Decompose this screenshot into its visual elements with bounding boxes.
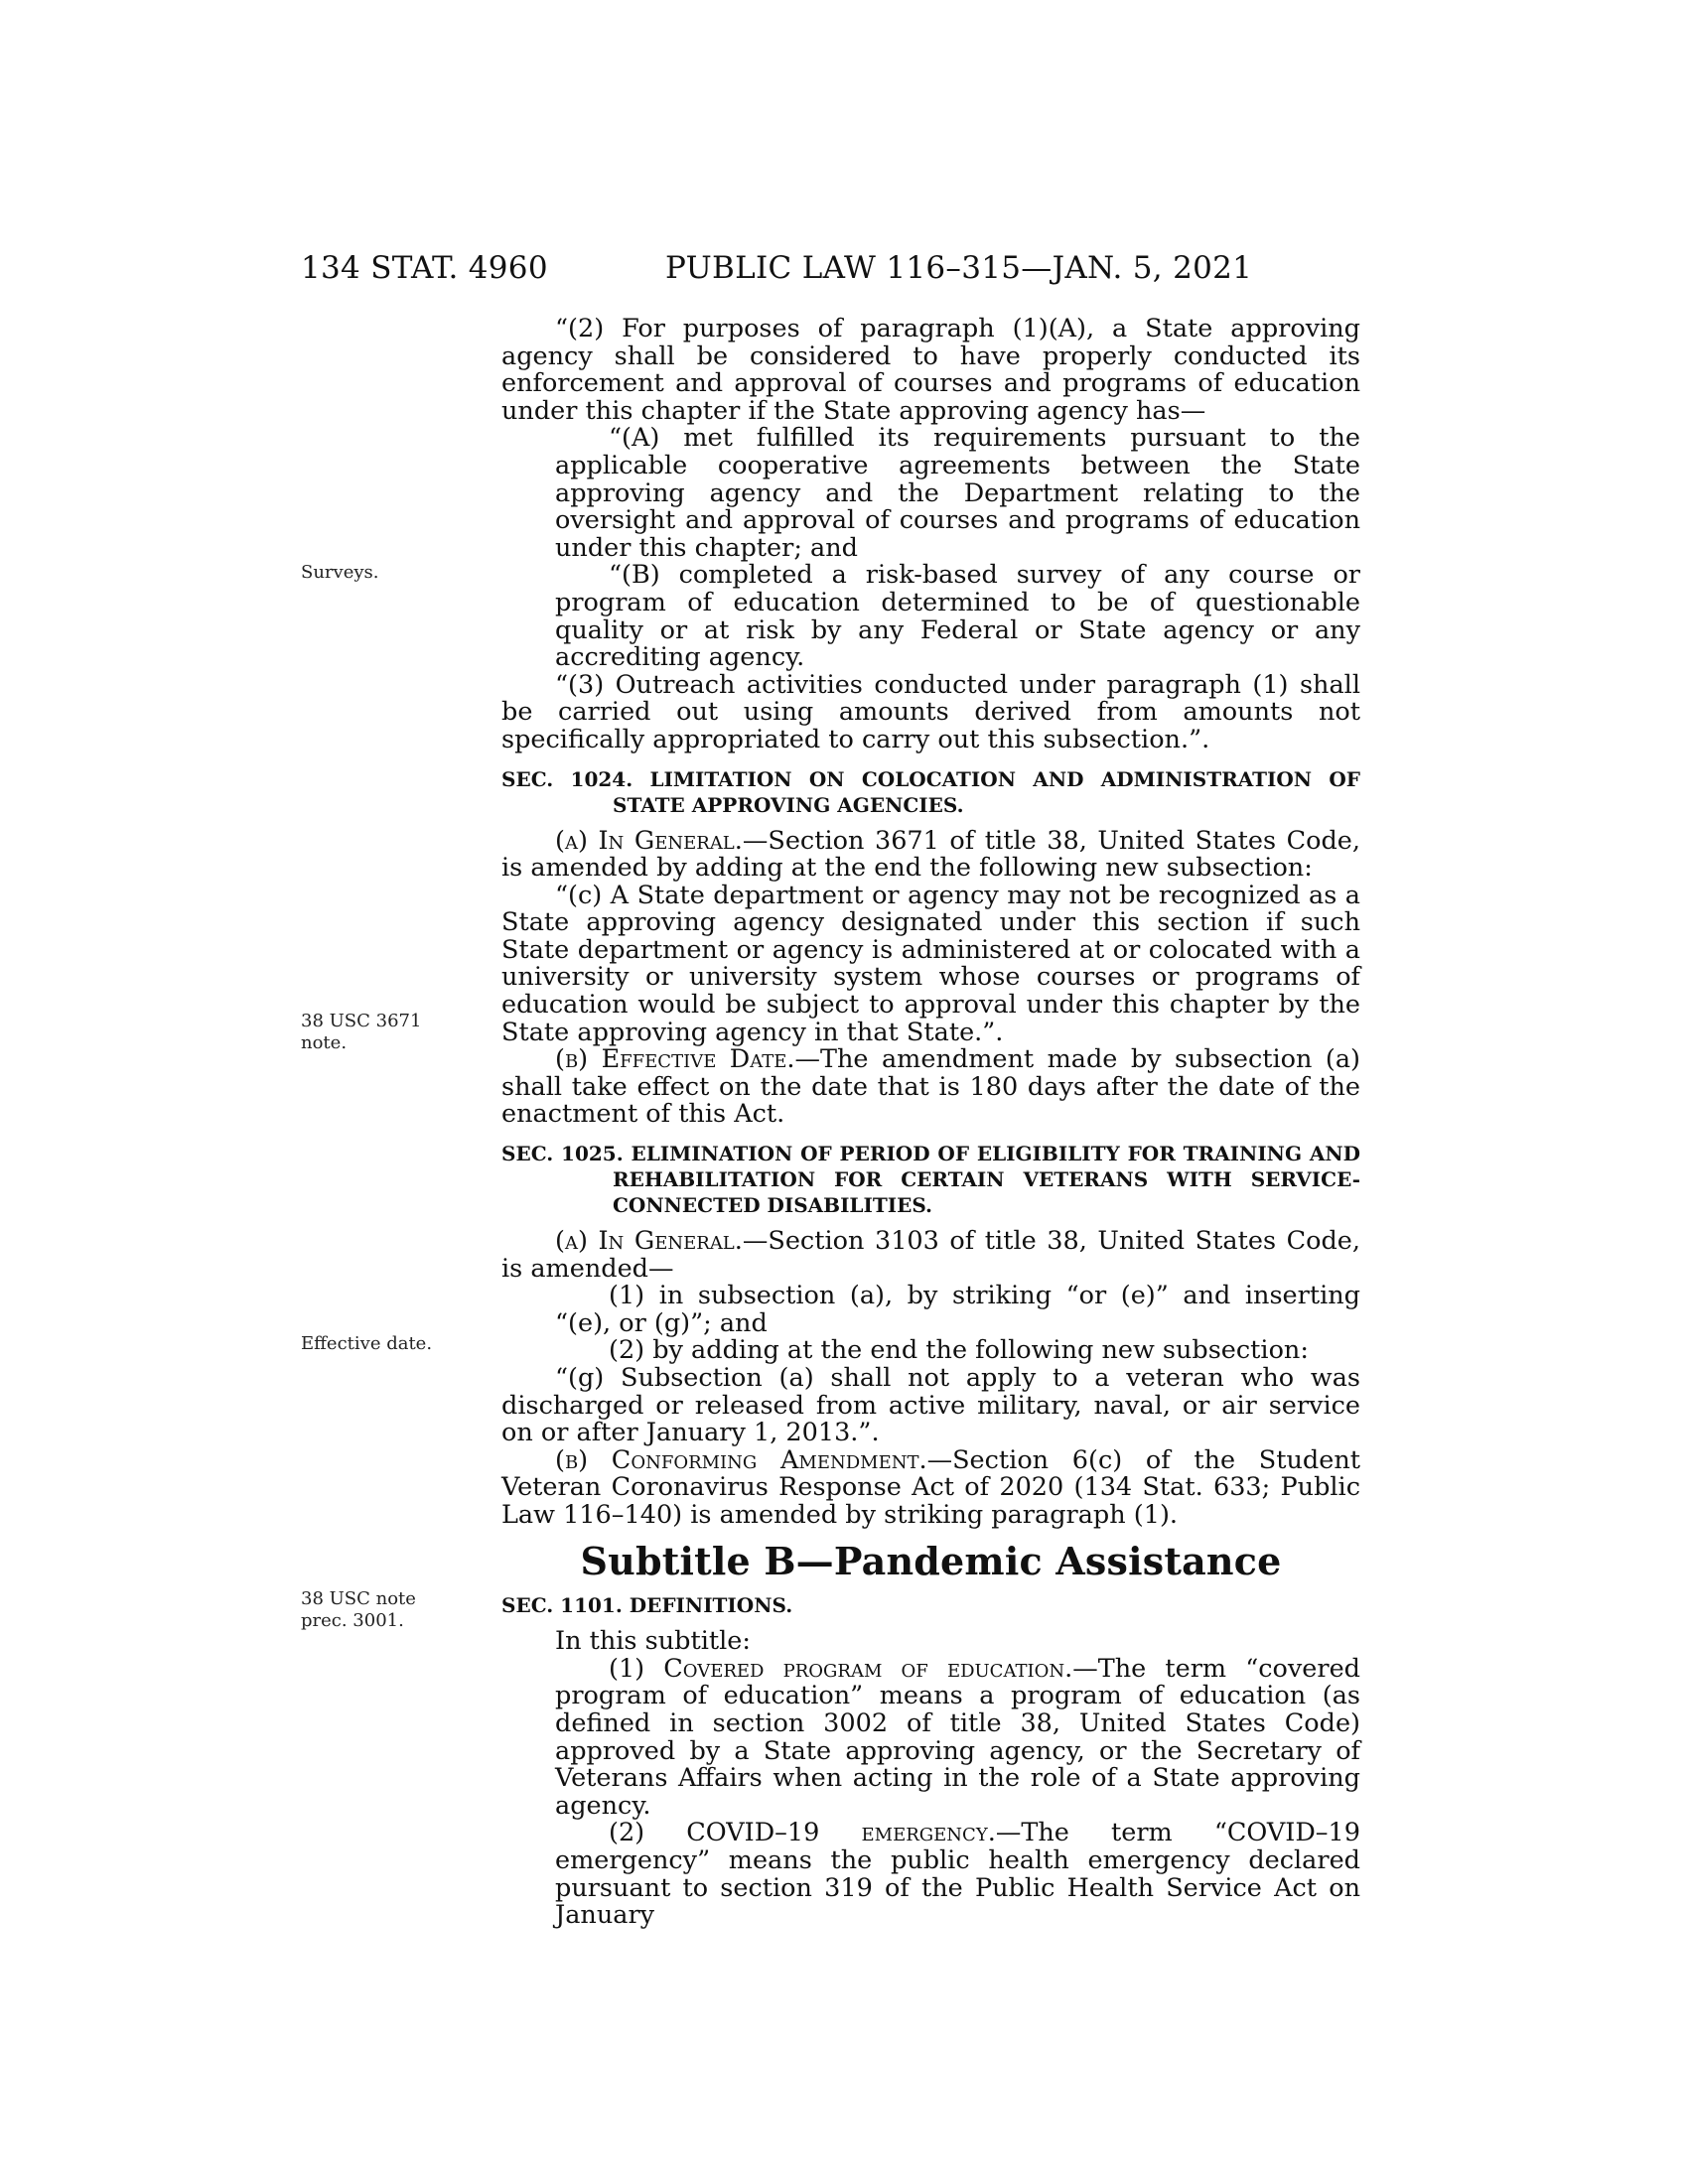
statute-body [501,316,1360,1930]
paragraph-3: “(3) Outreach activities conducted under paragraph (1) shall be carried out using amounts derived from amounts not specifically appropriated to carry out this subsection.”. [501,669,1360,754]
subtitle-heading: Subtitle B—Pandemic Assistance [580,1538,1282,1583]
definition-text: —The term “covered program of education” means a program of education (as defined in section 3002 of title 38, United States Code) approved by a State approving agency, or the Secretary of Veterans Affairs when acting in the role of a State approving agency. [555,1653,1360,1821]
paragraph-2: “(2) For purposes of paragraph (1)(A), a State approving agency shall be considered to have properly conducted its enforcement and approval of courses and programs of education under this chapter if the State approving agency has— [501,314,1360,426]
section-1024-b [501,1046,1360,1129]
subsection-label: (a) In General. [555,1226,743,1257]
section-1024-c: “(c) A State department or agency may not be recognized as a State approving agency designated under this section if such State department or agency is administered at or colocated with a university or university system whose courses or programs of education would be subject to approval under this chapter by the State approving agency in that State.”. [501,880,1360,1047]
subsection-label: (b) Conforming Amendment. [555,1444,927,1475]
section-1025-item-1: (1) in subsection (a), by striking “or (e)” and inserting “(e), or (g)”; and [555,1281,1360,1338]
margin-note-line: prec. 3001. [301,1610,404,1631]
subsection-text: —The amendment made by subsection (a) shall take effect on the date that is 180 days after the date of the enactment of this Act. [501,1044,1361,1130]
margin-note-usc-note [301,1588,416,1632]
subsection-label: (b) Effective Date. [555,1044,795,1075]
subparagraph-a: “(A) met fulfilled its requirements pursuant to the applicable cooperative agreements between the State approving agency and the Department relating to the oversight and approval of courses and programs of education under this chapter; and [555,423,1360,563]
definition-2 [501,1820,1360,1929]
definition-label: (2) COVID–19 emergency. [609,1818,996,1848]
margin-note-effective-date: Effective date. [301,1333,433,1354]
section-1025-item-2: (2) by adding at the end the following new subsection: [609,1335,1309,1366]
section-1025-g: “(g) Subsection (a) shall not apply to a veteran who was discharged or released from active military, naval, or air service on or after January 1, 2013.”. [501,1363,1360,1448]
margin-note-line: note. [301,1032,348,1053]
section-1024-heading: SEC. 1024. LIMITATION ON COLOCATION AND ADMINISTRATION OF STATE APPROVING AGENCIES. [501,766,1360,817]
subsection-text: —Section 6(c) of the Student Veteran Coronavirus Response Act of 2020 (134 Stat. 633; Public Law 116–140) is amended by striking paragraph (1). [501,1444,1361,1530]
section-1101-heading: SEC. 1101. DEFINITIONS. [501,1593,793,1618]
margin-note-line: 38 USC note [301,1588,416,1609]
definition-1 [501,1653,1360,1821]
section-1025-a [501,1228,1360,1283]
section-1101-intro: In this subtitle: [555,1626,751,1657]
page-reference: 134 STAT. 4960 [301,250,548,286]
subsection-text: —Section 3671 of title 38, United States Code, is amended by adding at the end the following new subsection: [501,825,1360,884]
section-1025-heading: SEC. 1025. ELIMINATION OF PERIOD OF ELIGIBILITY FOR TRAINING AND REHABILITATION FOR CERTAIN VETERANS WITH SERVICE-CONNECTED DISABILITIES. [501,1142,1360,1218]
subsection-label: (a) In General. [555,825,743,856]
margin-note-usc-3671 [301,1011,421,1054]
margin-note-line: 38 USC 3671 [301,1011,422,1031]
definition-text: —The term “COVID–19 emergency” means the public health emergency declared pursuant to section 319 of the Public Health Service Act on January [555,1818,1360,1931]
running-header: PUBLIC LAW 116–315—JAN. 5, 2021 [665,250,1253,286]
definition-label: (1) Covered program of education. [609,1653,1073,1684]
section-1025-b [501,1444,1361,1530]
subparagraph-b: “(B) completed a risk-based survey of any course or program of education determined to be of questionable quality or at risk by any Federal or State agency or any accrediting agency. [555,560,1360,673]
margin-note-surveys: Surveys. [301,562,379,583]
section-1024-a [501,825,1360,884]
subsection-text: —Section 3103 of title 38, United States Code, is amended— [501,1226,1360,1284]
